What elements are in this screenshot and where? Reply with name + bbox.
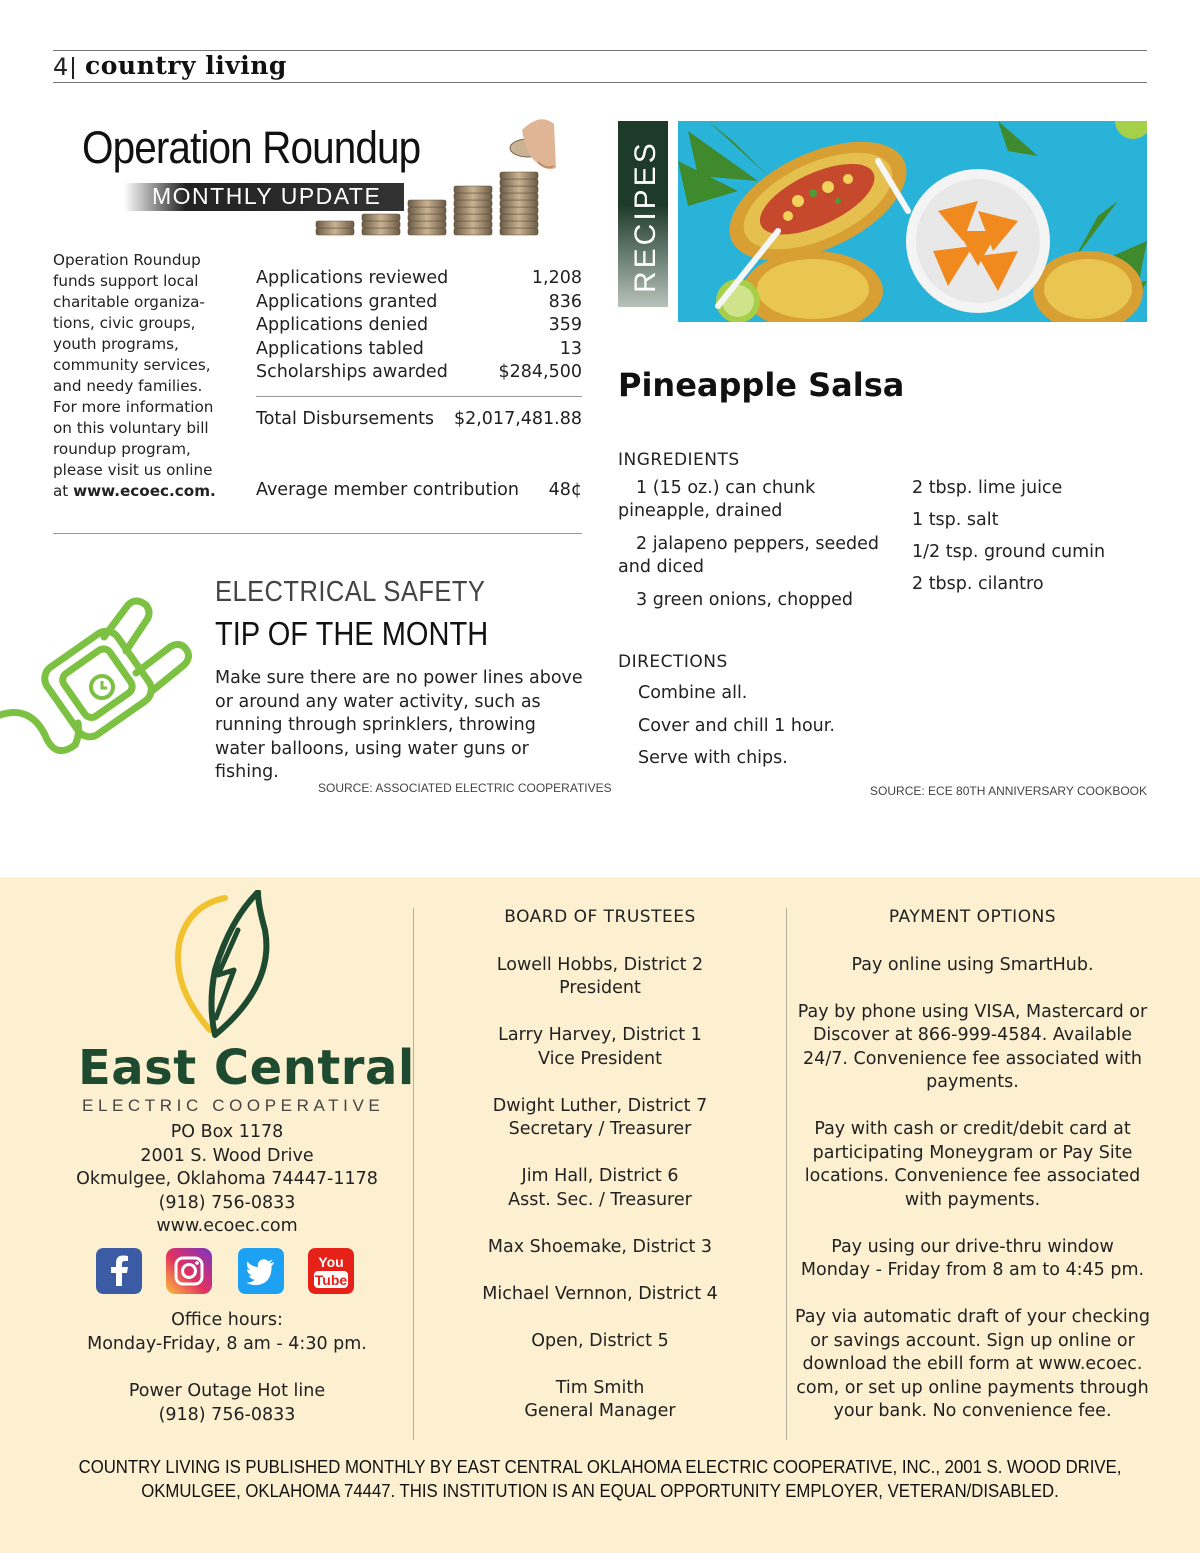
ingredients-list-right — [912, 477, 1147, 605]
roundup-description: Operation Roundup funds support local charitable organiza-tions, civic groups, youth programs, community services, and needy families. For more information on this voluntary bill roundup program, please visit us online at www.ecoec.com. — [53, 251, 216, 500]
cooperative-logo-icon — [170, 890, 280, 1040]
pineapple-salsa-photo — [678, 121, 1147, 322]
trustee-entry: Max Shoemake, District 3 — [487, 1236, 713, 1257]
trustee-entry: Larry Harvey, District 1 Vice President — [498, 1025, 702, 1069]
stat-row: Applications denied 359 — [256, 315, 582, 335]
publication-title: country living — [85, 51, 287, 80]
svg-text:You: You — [318, 1254, 344, 1270]
ingredient-item: 3 green onions, chopped — [636, 590, 854, 610]
roundup-subtitle: MONTHLY UPDATE — [152, 183, 382, 209]
trustee-entry: Open, District 5 — [531, 1330, 669, 1351]
safety-source: SOURCE: ASSOCIATED ELECTRIC COOPERATIVES — [318, 781, 612, 795]
payment-heading: PAYMENT OPTIONS — [888, 907, 1057, 927]
payment-option: Pay using our drive-thru window Monday - Friday from 8 am to 4:45 pm. — [800, 1236, 1145, 1280]
roundup-title: Operation Roundup — [82, 122, 421, 173]
recipe-title: Pineapple Salsa — [618, 366, 905, 404]
publisher-statement: COUNTRY LIVING IS PUBLISHED MONTHLY BY EAST CENTRAL OKLAHOMA ELECTRIC COOPERATIVE, INC., 2001 S. WOOD DRIVE, OKMULGEE, OKLAHOMA 74447. THIS INSTITUTION IS AN EQUAL OPPORTUNITY EMPLOYER, VETERAN/DISABLED. — [78, 1457, 1122, 1501]
recipe-source: SOURCE: ECE 80TH ANNIVERSARY COOKBOOK — [870, 784, 1147, 798]
roundup-website-link[interactable]: www.ecoec.com. — [73, 482, 216, 500]
stat-row: Applications reviewed 1,208 — [256, 268, 582, 288]
trustee-entry: Dwight Luther, District 7 Secretary / Treasurer — [492, 1095, 708, 1139]
average-contribution-row: Average member contribution 48¢ — [256, 480, 582, 500]
coin-stacks-icon — [300, 110, 560, 242]
direction-step: Serve with chips. — [638, 748, 788, 768]
cooperative-name: East Central — [78, 1040, 415, 1096]
outage-hotline: Power Outage Hot line (918) 756-0833 — [128, 1381, 326, 1425]
cooperative-address: PO Box 1178 2001 S. Wood Drive Okmulgee, Oklahoma 74447-1178 (918) 756-0833 www.ecoec.com — [53, 1121, 401, 1239]
trustee-entry: Tim Smith General Manager — [524, 1377, 676, 1421]
board-heading: BOARD OF TRUSTEES — [504, 907, 696, 927]
payment-option: Pay online using SmartHub. — [851, 954, 1094, 975]
ingredients-heading: INGREDIENTS — [618, 450, 740, 470]
recipes-tab-label: RECIPES — [629, 140, 662, 293]
facebook-icon[interactable] — [96, 1248, 142, 1294]
safety-kicker: ELECTRICAL SAFETY — [215, 576, 486, 608]
twitter-icon[interactable] — [238, 1248, 284, 1294]
phone-number: (918) 756-0833 — [158, 1192, 296, 1213]
social-media-links — [96, 1248, 358, 1296]
recipes-tab — [618, 121, 668, 307]
ingredients-list-left — [618, 477, 888, 622]
payment-options — [795, 906, 1150, 1447]
ingredient-item: 1 (15 oz.) can chunk pineapple, drained — [618, 478, 816, 521]
trustee-entry: Michael Vernnon, District 4 — [482, 1283, 718, 1304]
payment-option: Pay via automatic draft of your checking or savings account. Sign up online or download the ebill form at www.ecoec. com, or set up online payments through your bank. No convenience fee. — [795, 1307, 1150, 1421]
electric-plug-icon — [0, 595, 200, 770]
page-header — [53, 50, 1147, 83]
ingredient-item: 2 tbsp. lime juice — [912, 478, 1063, 498]
stat-row: Applications tabled 13 — [256, 338, 582, 359]
stat-row: Applications granted 836 — [256, 291, 582, 312]
directions-heading: DIRECTIONS — [618, 652, 728, 672]
youtube-icon[interactable] — [308, 1248, 354, 1294]
direction-step: Cover and chill 1 hour. — [638, 715, 835, 736]
ingredient-item: 1 tsp. salt — [912, 510, 999, 530]
header-divider — [72, 57, 74, 79]
payment-option: Pay with cash or credit/debit card at participating Moneygram or Pay Site locations. Convenience fee associated with payments. — [804, 1119, 1141, 1210]
directions-list — [638, 682, 835, 780]
column-divider — [786, 908, 787, 1440]
column-divider — [413, 908, 414, 1440]
ingredient-item: 2 jalapeno peppers, seeded and diced — [618, 534, 880, 577]
safety-title: TIP OF THE MONTH — [215, 615, 489, 652]
website-link[interactable]: www.ecoec.com — [156, 1216, 298, 1236]
trustee-entry: Jim Hall, District 6 Asst. Sec. / Treasurer — [508, 1166, 692, 1210]
payment-option: Pay by phone using VISA, Mastercard or Discover at 866-999-4584. Available 24/7. Convenience fee associated with payments. — [797, 1001, 1148, 1092]
office-hours: Office hours: Monday-Friday, 8 am - 4:30 pm. — [87, 1310, 367, 1354]
svg-text:Tube: Tube — [314, 1272, 348, 1288]
total-disbursements-row: Total Disbursements $2,017,481.88 — [256, 396, 582, 429]
page-number: 4 — [53, 53, 69, 81]
section-divider — [53, 533, 582, 534]
trustee-entry: Lowell Hobbs, District 2 President — [496, 954, 704, 998]
board-of-trustees — [420, 906, 780, 1447]
roundup-stats — [256, 267, 582, 385]
instagram-icon[interactable] — [166, 1248, 212, 1294]
cooperative-subname: ELECTRIC COOPERATIVE — [82, 1096, 385, 1115]
ingredient-item: 2 tbsp. cilantro — [912, 574, 1044, 594]
ingredient-item: 1/2 tsp. ground cumin — [912, 542, 1106, 562]
direction-step: Combine all. — [638, 683, 748, 703]
stat-row: Scholarships awarded $284,500 — [256, 362, 582, 382]
safety-body: Make sure there are no power lines above or around any water activity, such as running through sprinklers, throwing water balloons, using water guns or fishing. — [215, 668, 583, 782]
